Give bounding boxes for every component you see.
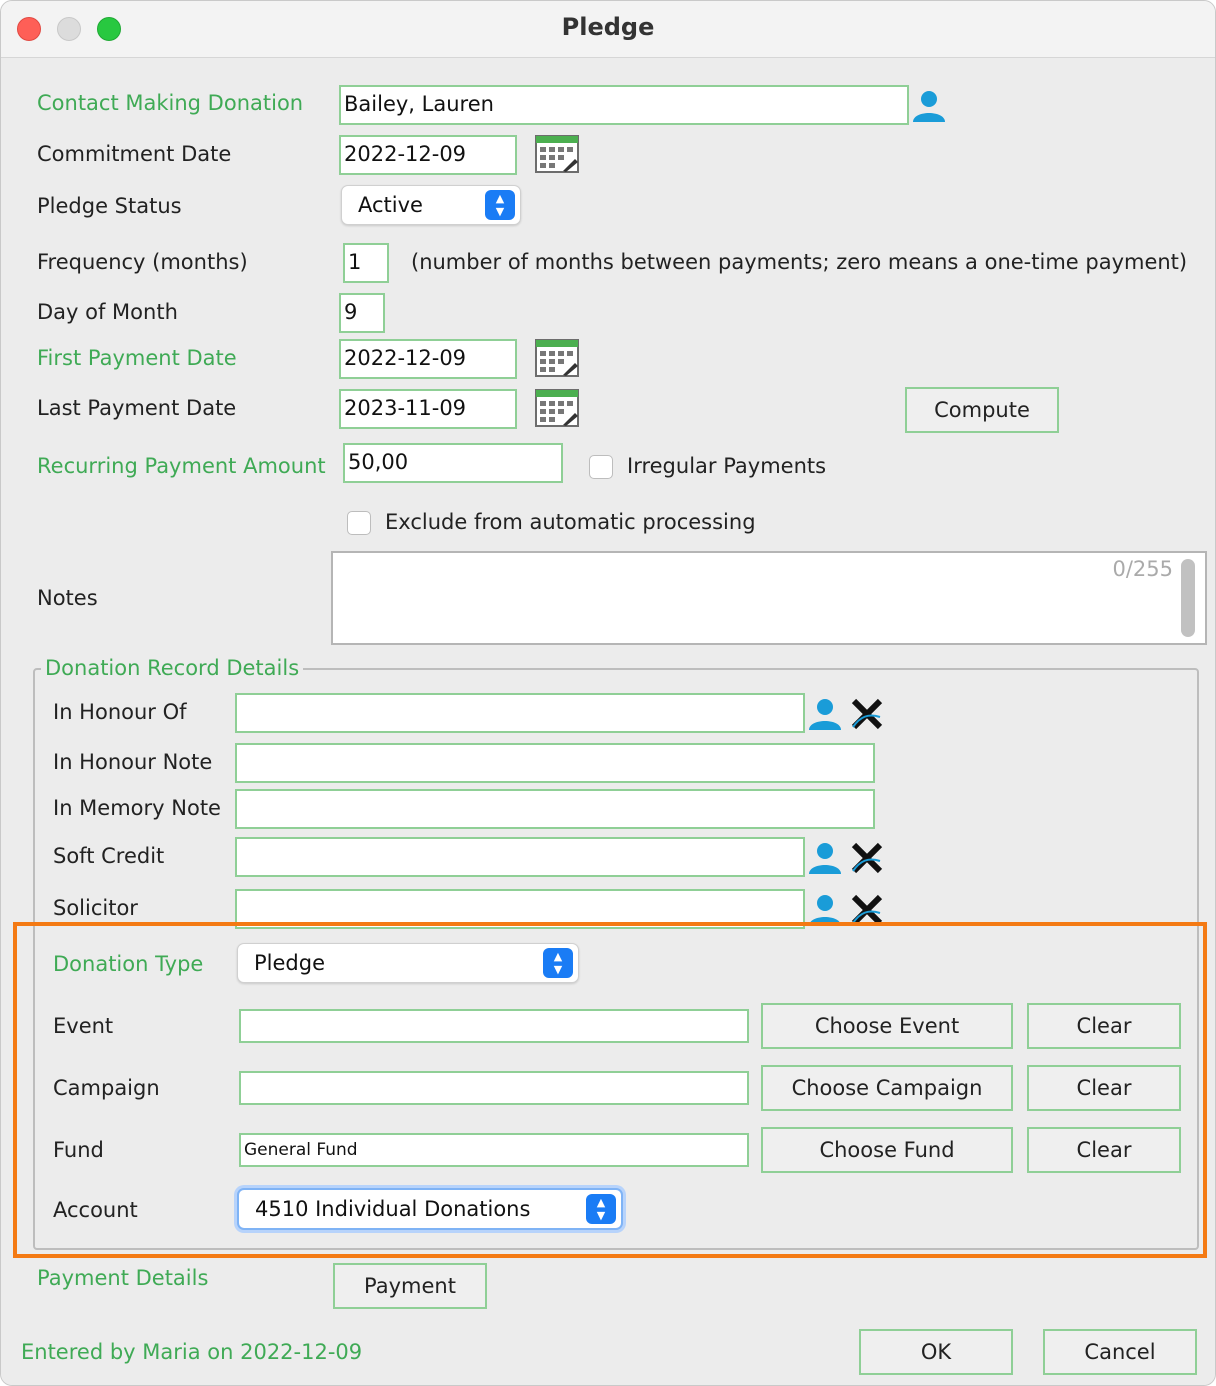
clear-campaign-button[interactable]: Clear: [1027, 1065, 1181, 1111]
person-icon[interactable]: [911, 88, 947, 124]
recurring-amount-field[interactable]: 50,00: [343, 443, 563, 483]
fund-field[interactable]: General Fund: [239, 1133, 749, 1167]
choose-event-button[interactable]: Choose Event: [761, 1003, 1013, 1049]
title-bar: [1, 1, 1215, 58]
select-arrows-icon: ▲ ▼: [586, 1194, 616, 1224]
notes-label: Notes: [37, 586, 98, 610]
pledge-status-select[interactable]: [341, 185, 521, 225]
campaign-label: Campaign: [53, 1076, 160, 1100]
person-icon[interactable]: [807, 696, 843, 732]
in-honour-of-field[interactable]: [235, 693, 805, 733]
choose-campaign-button[interactable]: Choose Campaign: [761, 1065, 1013, 1111]
contact-field[interactable]: Bailey, Lauren: [339, 85, 909, 125]
cancel-button[interactable]: Cancel: [1043, 1329, 1197, 1375]
last-payment-date-label: Last Payment Date: [37, 396, 237, 420]
in-honour-note-field[interactable]: [235, 743, 875, 783]
fund-label: Fund: [53, 1138, 104, 1162]
person-icon[interactable]: [807, 840, 843, 876]
pledge-status-value: Active: [358, 193, 423, 217]
soft-credit-label: Soft Credit: [53, 844, 165, 868]
irregular-payments-checkbox[interactable]: [589, 455, 613, 479]
donation-record-details-title: Donation Record Details: [41, 656, 303, 680]
pledge-status-label: Pledge Status: [37, 194, 182, 218]
irregular-payments-label: Irregular Payments: [627, 454, 827, 478]
frequency-label: Frequency (months): [37, 250, 248, 274]
event-field[interactable]: [239, 1009, 749, 1043]
last-payment-date-field[interactable]: 2023-11-09: [339, 389, 517, 429]
exclude-processing-label: Exclude from automatic processing: [385, 510, 756, 534]
choose-fund-button[interactable]: Choose Fund: [761, 1127, 1013, 1173]
select-arrows-icon: ▲ ▼: [485, 190, 515, 220]
notes-scrollbar[interactable]: [1181, 559, 1195, 637]
day-of-month-label: Day of Month: [37, 300, 178, 324]
in-honour-of-label: In Honour Of: [53, 700, 187, 724]
first-payment-date-field[interactable]: 2022-12-09: [339, 339, 517, 379]
dialog-content: [1, 58, 1215, 1385]
in-memory-note-label: In Memory Note: [53, 796, 221, 820]
clear-event-button[interactable]: Clear: [1027, 1003, 1181, 1049]
contact-label: Contact Making Donation: [37, 91, 304, 115]
select-arrows-icon: ▲ ▼: [543, 948, 573, 978]
clear-fund-button[interactable]: Clear: [1027, 1127, 1181, 1173]
clear-x-icon[interactable]: [850, 841, 884, 875]
donation-type-value: Pledge: [254, 951, 325, 975]
soft-credit-field[interactable]: [235, 837, 805, 877]
payment-details-label: Payment Details: [37, 1266, 209, 1290]
calendar-icon[interactable]: [535, 135, 579, 173]
frequency-hint: (number of months between payments; zero means a one-time payment): [411, 250, 1188, 274]
event-label: Event: [53, 1014, 114, 1038]
clear-x-icon[interactable]: [850, 697, 884, 731]
calendar-icon[interactable]: [535, 389, 579, 427]
window-title: Pledge: [561, 13, 655, 41]
campaign-field[interactable]: [239, 1071, 749, 1105]
account-select[interactable]: [237, 1188, 623, 1230]
calendar-icon[interactable]: [535, 339, 579, 377]
notes-textarea[interactable]: [331, 551, 1207, 645]
recurring-amount-label: Recurring Payment Amount: [37, 454, 326, 478]
in-honour-note-label: In Honour Note: [53, 750, 213, 774]
exclude-processing-checkbox[interactable]: [347, 511, 371, 535]
commitment-date-field[interactable]: 2022-12-09: [339, 135, 517, 175]
donation-type-label: Donation Type: [53, 952, 204, 976]
payment-button[interactable]: Payment: [333, 1263, 487, 1309]
account-label: Account: [53, 1198, 138, 1222]
entered-by-text: Entered by Maria on 2022-12-09: [21, 1340, 363, 1364]
in-memory-note-field[interactable]: [235, 789, 875, 829]
solicitor-label: Solicitor: [53, 896, 138, 920]
ok-button[interactable]: OK: [859, 1329, 1013, 1375]
notes-char-counter: 0/255: [1112, 557, 1173, 581]
commitment-date-label: Commitment Date: [37, 142, 232, 166]
frequency-field[interactable]: 1: [343, 243, 389, 283]
compute-button[interactable]: Compute: [905, 387, 1059, 433]
donation-type-select[interactable]: [237, 943, 579, 983]
day-of-month-field[interactable]: 9: [339, 293, 385, 333]
account-value: 4510 Individual Donations: [255, 1197, 531, 1221]
first-payment-date-label: First Payment Date: [37, 346, 237, 370]
